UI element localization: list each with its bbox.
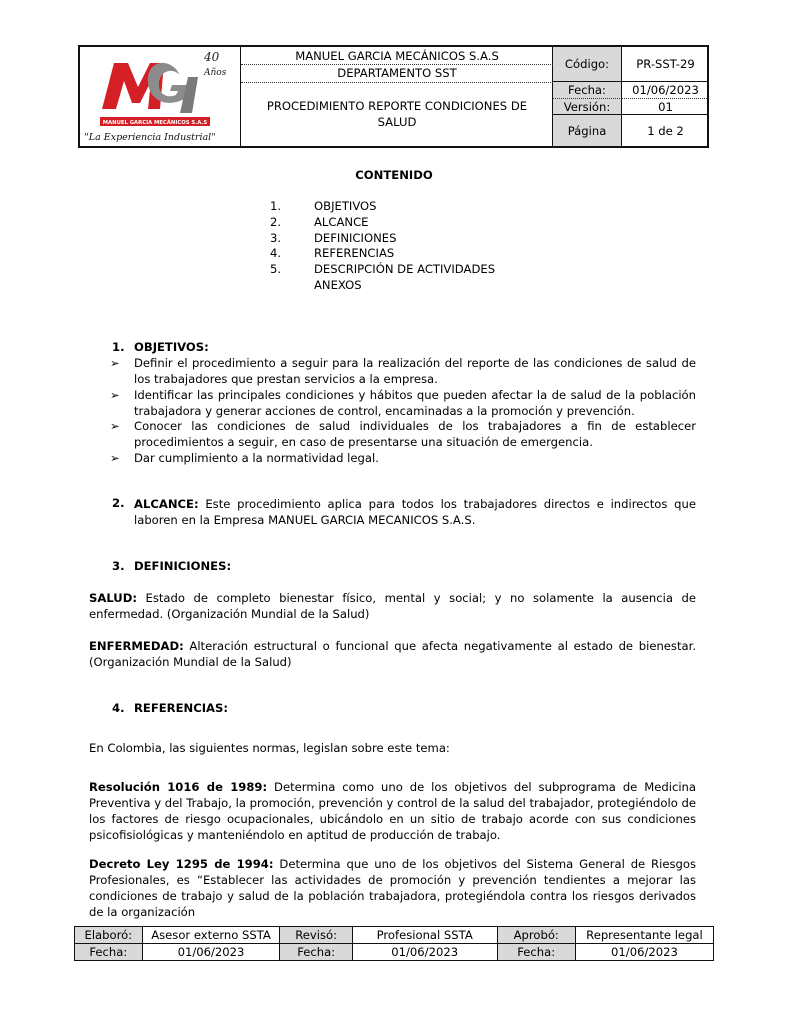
reviso-value: Profesional SSTA	[352, 927, 497, 944]
reference-resolucion-text: Determina como uno de los objetivos del subprograma de Medicina Preventiva y del Trabajo, la promoción, prevención y control de la salud del trabajador, protegiéndolo de los factores de riesgo ocupacionales, ubicándolo en un sitio de trabajo acorde con sus condiciones psicofisiológicas y manteniéndolo en aptitud de producción de trabajo.	[89, 780, 696, 842]
fecha-aprobo-value: 01/06/2023	[575, 944, 713, 961]
contents-item-number: 2.	[270, 215, 282, 229]
contents-item-alcance: ALCANCE	[314, 215, 369, 229]
approval-footer-table	[74, 926, 714, 961]
fecha-label: Fecha:	[75, 944, 143, 961]
fecha-elaboro-value: 01/06/2023	[142, 944, 280, 961]
table-row	[75, 944, 714, 961]
section-title-definiciones: DEFINICIONES:	[134, 559, 232, 573]
definition-enfermedad-text: Alteración estructural o funcional que afecta negativamente al estado de bienestar. (Organización Mundial de la Salud)	[89, 639, 697, 669]
definition-salud	[89, 590, 696, 622]
section-number: 3.	[112, 559, 125, 573]
alcance-paragraph	[134, 496, 696, 528]
fecha-label: Fecha:	[280, 944, 352, 961]
section-title-objetivos: OBJETIVOS:	[134, 340, 209, 354]
contents-item-number: 5.	[270, 262, 282, 276]
list-item	[110, 387, 696, 419]
logo-cell	[80, 47, 241, 146]
bullet-text: Definir el procedimiento a seguir para la realización del reporte de las condiciones de salud de los trabajadores que prestan servicios a la empresa.	[134, 356, 696, 386]
version-label: Versión:	[553, 99, 622, 115]
bullet-text: Dar cumplimiento a la normatividad legal.	[134, 451, 379, 465]
bullet-text: Conocer las condiciones de salud individuales de los trabajadores a fin de establecer procedimientos a seguir, en caso de presentarse una situación de emergencia.	[134, 419, 696, 449]
bullet-text: Identificar las principales condiciones y hábitos que pueden afectar la de salud de la población trabajadora y generar acciones de control, encaminadas a la promoción y prevención.	[134, 388, 696, 418]
definition-salud-text: Estado de completo bienestar físico, mental y social; y no solamente la ausencia de enfermedad. (Organización Mundial de la Salud)	[89, 591, 696, 621]
arrow-bullet-icon: ➢	[110, 388, 120, 402]
fecha-reviso-value: 01/06/2023	[352, 944, 497, 961]
term-enfermedad: ENFERMEDAD:	[89, 639, 184, 653]
logo-anniversary-word: Años	[204, 68, 227, 78]
elaboro-value: Asesor externo SSTA	[142, 927, 280, 944]
referencias-intro: En Colombia, las siguientes normas, legislan sobre este tema:	[89, 741, 450, 755]
title-cell	[241, 47, 553, 146]
contents-item-definiciones: DEFINICIONES	[314, 231, 397, 245]
contents-item-number: 3.	[270, 231, 282, 245]
contents-item-descripcion: DESCRIPCIÓN DE ACTIVIDADES	[314, 262, 496, 276]
alcance-text: Este procedimiento aplica para todos los trabajadores directos e indirectos que laboren en la Empresa MANUEL GARCIA MECANICOS S.A.S.	[134, 497, 697, 527]
company-name: MANUEL GARCIA MECÁNICOS S.A.S	[241, 47, 553, 65]
list-item	[110, 450, 696, 466]
contents-item-number: 4.	[270, 246, 282, 260]
list-item	[110, 355, 696, 387]
contents-heading: CONTENIDO	[355, 168, 433, 182]
reviso-label: Revisó:	[280, 927, 352, 944]
aprobo-value: Representante legal	[575, 927, 713, 944]
contents-item-referencias: REFERENCIAS	[314, 246, 395, 260]
reference-resolucion-title: Resolución 1016 de 1989:	[89, 780, 268, 794]
logo-anniversary-number: 40	[204, 50, 220, 64]
section-number: 2.	[112, 496, 125, 510]
reference-decreto	[89, 856, 696, 919]
reference-decreto-title: Decreto Ley 1295 de 1994:	[89, 857, 274, 871]
arrow-bullet-icon: ➢	[110, 356, 120, 370]
page-value: 1 de 2	[647, 123, 684, 138]
aprobo-label: Aprobó:	[497, 927, 575, 944]
contents-item-number: 1.	[270, 199, 282, 213]
definition-enfermedad	[89, 638, 696, 670]
term-salud: SALUD:	[89, 591, 137, 605]
company-logo	[80, 47, 239, 146]
contents-item-anexos: ANEXOS	[314, 278, 362, 292]
reference-resolucion	[89, 779, 696, 843]
contents-item-objetivos: OBJETIVOS	[314, 199, 377, 213]
section-title-alcance: ALCANCE:	[134, 497, 199, 511]
document-title: PROCEDIMIENTO REPORTE CONDICIONES DE SALUD	[266, 99, 528, 129]
arrow-bullet-icon: ➢	[110, 419, 120, 433]
date-value: 01/06/2023	[622, 82, 709, 99]
version-value: 01	[622, 99, 709, 115]
reference-decreto-text: Determina que uno de los objetivos del Sistema General de Riesgos Profesionales, es “Establecer las actividades de promoción y prevención tendientes a mejorar las condiciones de trabajo y salud de la población trabajadora, protegiéndola contra los riesgos derivados de la organización	[89, 857, 696, 919]
table-row	[75, 927, 714, 944]
page-label: Página	[553, 115, 622, 146]
logo-banner-text: MANUEL GARCIA MECÁNICOS S.A.S	[102, 120, 208, 126]
section-title-referencias: REFERENCIAS:	[134, 701, 229, 715]
elaboro-label: Elaboró:	[75, 927, 143, 944]
section-number: 4.	[112, 701, 125, 715]
department-name: DEPARTAMENTO SST	[241, 64, 553, 83]
document-header	[78, 45, 709, 148]
list-item	[110, 418, 696, 450]
date-label: Fecha:	[553, 82, 622, 99]
section-number: 1.	[112, 340, 125, 354]
fecha-label: Fecha:	[497, 944, 575, 961]
arrow-bullet-icon: ➢	[110, 451, 120, 465]
meta-cell	[553, 47, 709, 146]
logo-slogan: "La Experiencia Industrial"	[84, 132, 216, 143]
code-label: Código:	[553, 47, 622, 82]
code-value: PR-SST-29	[622, 47, 709, 82]
